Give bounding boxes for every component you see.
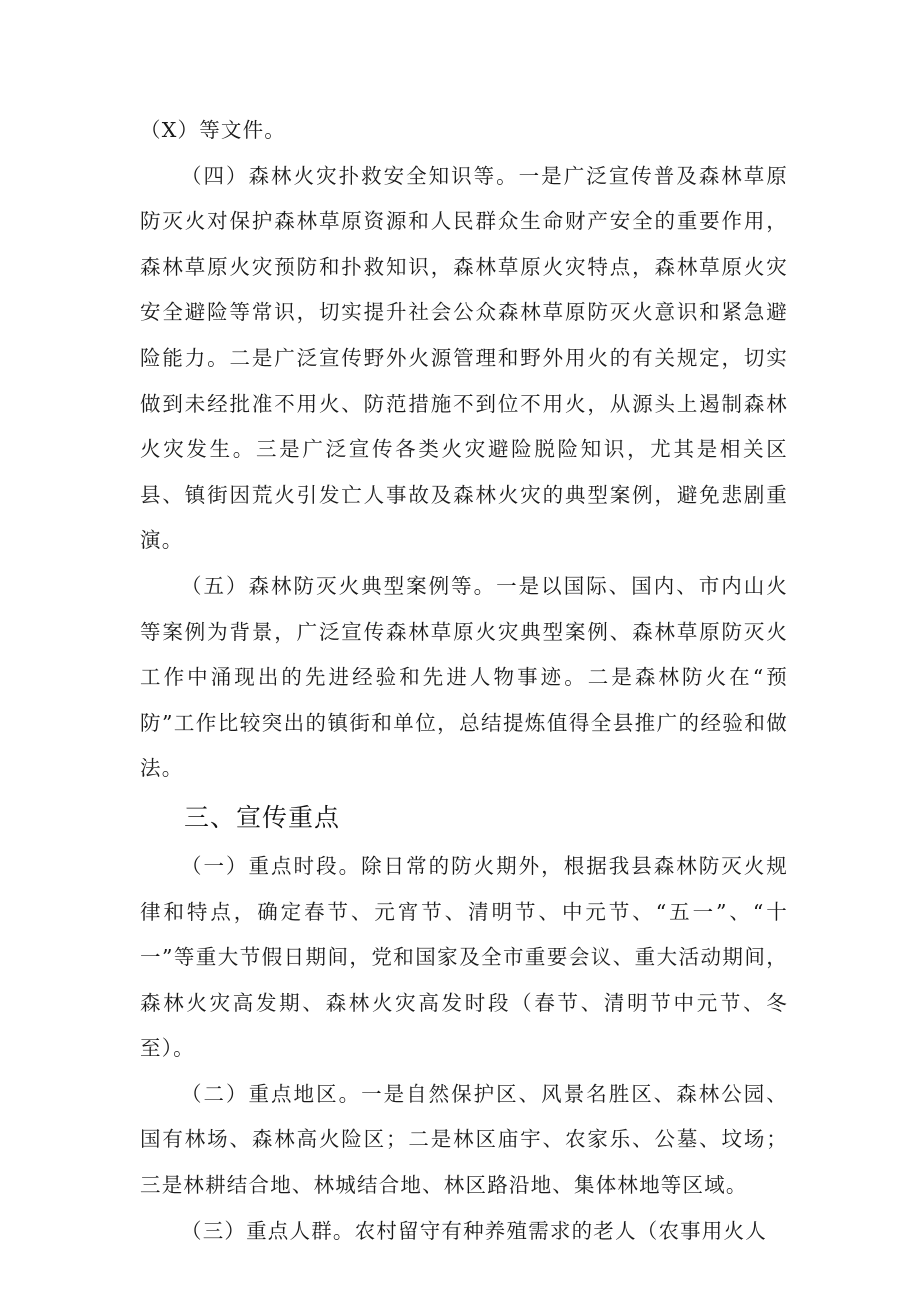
paragraph-typical-cases: （五）森林防灭火典型案例等。一是以国际、国内、市内山火等案例为背景，广泛宣传森林草原火灾典型案例、森林草原防灭火工作中涌现出的先进经验和先进人物事迹。二是森林防火在“预防”工作比较突出的镇街和单位，总结提炼值得全县推广的经验和做法。 [140, 573, 788, 781]
document-body [140, 108, 788, 1254]
section-heading: 三、宣传重点 [184, 802, 341, 832]
paragraph-fire-safety-knowledge: （四）森林火灾扑救安全知识等。一是广泛宣传普及森林草原防灭火对保护森林草原资源和人民群众生命财产安全的重要作用，森林草原火灾预防和扑救知识，森林草原火灾特点，森林草原火灾安全避险等常识，切实提升社会公众森林草原防灭火意识和紧急避险能力。二是广泛宣传野外火源管理和野外用火的有关规定，切实做到未经批准不用火、防范措施不到位不用火，从源头上遏制森林火灾发生。三是广泛宣传各类火灾避险脱险知识，尤其是相关区县、镇街因荒火引发亡人事故及森林火灾的典型案例，避免悲剧重演。 [140, 163, 788, 553]
paragraph-key-areas: （二）重点地区。一是自然保护区、风景名胜区、森林公园、国有林场、森林高火险区；二是林区庙宇、农家乐、公墓、坟场；三是林耕结合地、林城结合地、林区路沿地、集体林地等区域。 [140, 1081, 788, 1198]
paragraph-key-periods: （一）重点时段。除日常的防火期外，根据我县森林防灭火规律和特点，确定春节、元宵节、清明节、中元节、“五一”、“十一”等重大节假日期间，党和国家及全市重要会议、重大活动期间，森林火灾高发期、森林火灾高发时段（春节、清明节中元节、冬至）。 [140, 853, 788, 1061]
paragraph-file-reference: （X）等文件。 [140, 118, 286, 142]
paragraph-key-groups: （三）重点人群。农村留守有种养殖需求的老人（农事用火人 [181, 1218, 767, 1243]
